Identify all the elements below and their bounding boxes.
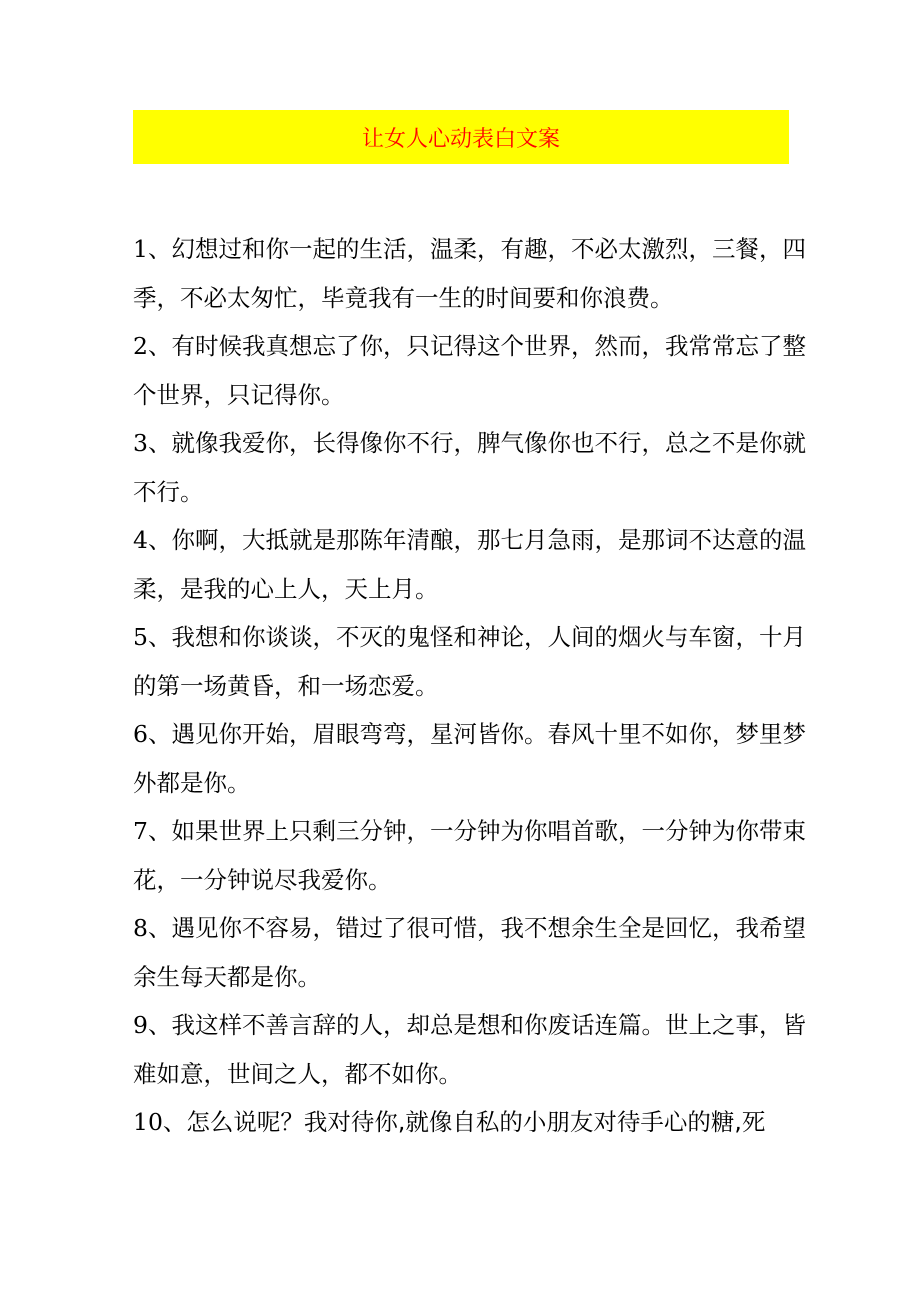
entry-number: 8 bbox=[133, 914, 148, 942]
list-item bbox=[133, 225, 813, 322]
list-item bbox=[133, 516, 813, 613]
list-item bbox=[133, 1001, 813, 1098]
entry-text: 、如果世界上只剩三分钟，一分钟为你唱首歌，一分钟为你带束花，一分钟说尽我爱你。 bbox=[133, 817, 806, 894]
title-banner bbox=[133, 110, 789, 164]
entry-number: 1 bbox=[133, 235, 148, 263]
list-item bbox=[133, 710, 813, 807]
entry-text: 、有时候我真想忘了你，只记得这个世界，然而，我常常忘了整个世界，只记得你。 bbox=[133, 332, 806, 409]
list-item bbox=[133, 322, 813, 419]
entry-number: 10 bbox=[133, 1108, 163, 1136]
entry-number: 7 bbox=[133, 817, 148, 845]
list-item bbox=[133, 904, 813, 1001]
document-title: 让女人心动表白文案 bbox=[361, 126, 560, 152]
list-item bbox=[133, 419, 813, 516]
entry-text: 、你啊，大抵就是那陈年清酿，那七月急雨，是那词不达意的温柔，是我的心上人，天上月。 bbox=[133, 526, 806, 603]
list-item bbox=[133, 613, 813, 710]
list-item bbox=[133, 807, 813, 904]
entry-text: 、我想和你谈谈，不灭的鬼怪和神论，人间的烟火与车窗，十月的第一场黄昏，和一场恋爱。 bbox=[133, 623, 806, 700]
entry-text: 、遇见你不容易，错过了很可惜，我不想余生全是回忆，我希望余生每天都是你。 bbox=[133, 914, 806, 991]
entry-list bbox=[133, 225, 813, 1147]
entry-number: 4 bbox=[133, 526, 148, 554]
entry-text: 、我这样不善言辞的人，却总是想和你废话连篇。世上之事，皆难如意，世间之人，都不如你。 bbox=[133, 1011, 806, 1088]
entry-number: 5 bbox=[133, 623, 148, 651]
list-item bbox=[133, 1098, 813, 1147]
entry-number: 9 bbox=[133, 1011, 148, 1039]
entry-number: 3 bbox=[133, 429, 148, 457]
entry-text: 、怎么说呢？我对待你,就像自私的小朋友对待手心的糖,死 bbox=[162, 1108, 766, 1136]
entry-text: 、遇见你开始，眉眼弯弯，星河皆你。春风十里不如你，梦里梦外都是你。 bbox=[133, 720, 806, 797]
entry-number: 2 bbox=[133, 332, 148, 360]
entry-text: 、幻想过和你一起的生活，温柔，有趣，不必太激烈，三餐，四季，不必太匆忙，毕竟我有一生的时间要和你浪费。 bbox=[133, 235, 806, 312]
entry-text: 、就像我爱你，长得像你不行，脾气像你也不行，总之不是你就不行。 bbox=[133, 429, 806, 506]
entry-number: 6 bbox=[133, 720, 148, 748]
